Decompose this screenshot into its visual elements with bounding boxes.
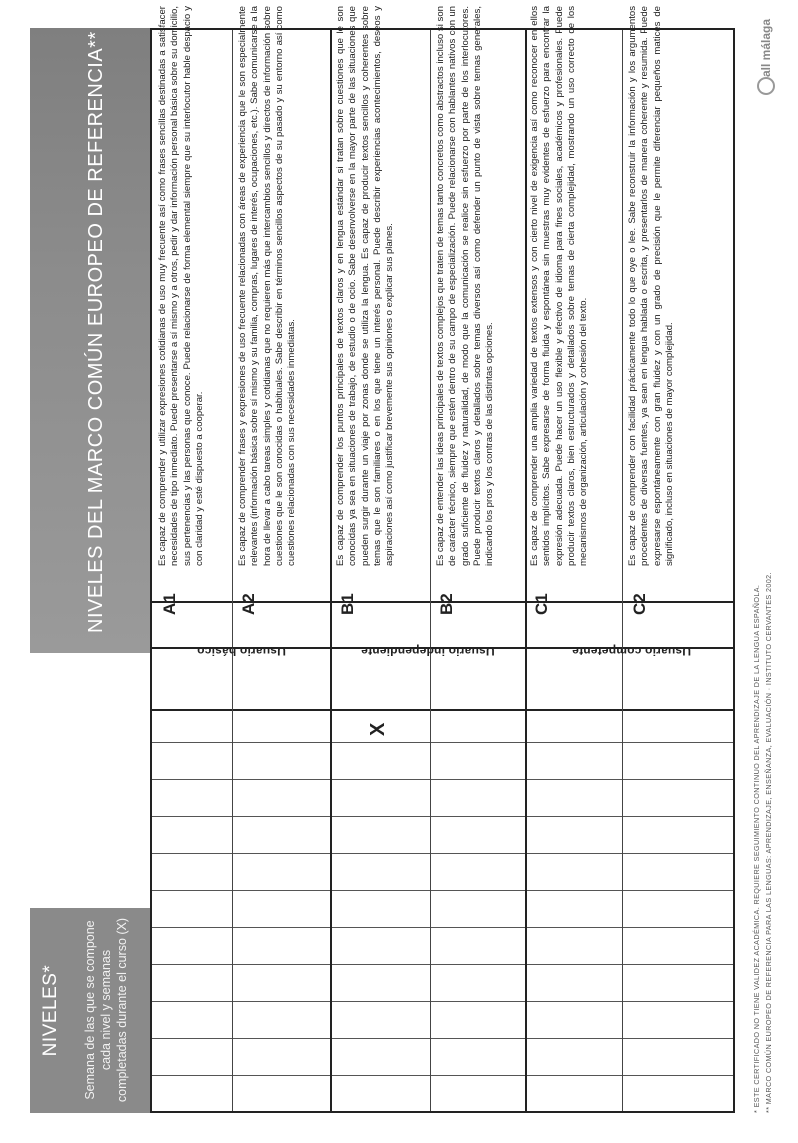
logo-text: all málaga xyxy=(759,18,773,77)
group-basic-label: Usuario básico xyxy=(196,644,286,658)
week-column xyxy=(152,964,733,965)
level-description-b1: Es capaz de comprender los puntos principales de textos claros y en lengua estándar si tratan sobre cuestiones que le son conocidas ya sea en situaciones de trabajo, de estudio o de ocio. Sabe desenvolverse en la mayor parte de las situaciones que pueden surgir durante un viaje por zonas donde se utiliza la lengua. Es capaz de producir textos sencillos y coherentes sobre temas que le son familiares o en los que tiene un interés personal. Puede describir experiencias acontecimientos, deseos y aspiraciones así como justificar brevemente sus opiniones o explicar sus planes. xyxy=(335,6,396,566)
levels-header xyxy=(30,908,150,1113)
all-malaga-logo xyxy=(745,18,785,103)
level-code-a1: A1 xyxy=(160,593,179,615)
week-column xyxy=(152,1001,733,1002)
footnote-certificate: * ESTE CERTIFICADO NO TIENE VALIDEZ ACADÉMICA. REQUIERE SEGUIMIENTO CONTINUO DEL APRENDIZAJE DE LA LENGUA ESPAÑOLA. xyxy=(752,584,761,1113)
group-independent-label: Usuario independiente xyxy=(360,644,495,658)
level-code-b1: B1 xyxy=(338,593,357,615)
grid-divider xyxy=(152,709,733,711)
row-separator xyxy=(232,30,233,1111)
week-column xyxy=(152,816,733,817)
level-description-a1: Es capaz de comprender y utilizar expresiones cotidianas de uso muy frecuente así como frases sencillas destinadas a satisfacer necesidades de tipo inmediato. Puede presentarse a sí mismo y a otros, pedir y dar información personal básica sobre su domicilio, sus pertenencias y las personas que conoce. Puede relacionarse de forma elemental siempre que su interlocutor hable despacio y con claridad y esté dispuesto a cooperar. xyxy=(157,6,205,566)
week-column xyxy=(152,779,733,780)
levels-title: NIVELES* xyxy=(40,964,61,1057)
group-separator xyxy=(525,30,527,1111)
week-column xyxy=(152,927,733,928)
level-description-a2: Es capaz de comprender frases y expresiones de uso frecuente relacionadas con áreas de experiencia que le son especialmente relevantes (información básica sobre sí mismo y su familia, compras, lugares de interés, ocupaciones, etc.). Sabe comunicarse a la hora de llevar a cabo tareas simples y cotidianas que no requieren más que intercambios sencillos y directos de información sobre cuestiones que le son conocidas o habituales. Sabe describir en términos sencillos aspectos de su pasado y su entorno así como cuestiones relacionadas con sus necesidades inmediatas. xyxy=(237,6,298,566)
week-column xyxy=(152,1038,733,1039)
row-separator xyxy=(430,30,431,1111)
level-description-c2: Es capaz de comprender con facilidad prácticamente todo lo que oye o lee. Sabe reconstruir la información y los argumentos procedentes de diversas fuentes, ya sean en lengua hablada o escrita, y presentarlos de manera coherente y resumida. Puede expresarse espontáneamente con gran fluidez y con un grado de precisión que le permite diferenciar pequeños matices de significado, incluso en situaciones de mayor complejidad. xyxy=(627,6,675,566)
week-column xyxy=(152,853,733,854)
group-competent xyxy=(525,621,737,681)
footnote-framework: ** MARCO COMÚN EUROPEO DE REFERENCIA PARA LAS LENGUAS: APRENDIZAJE, ENSEÑANZA, EVALUACIÓN · INSTITUTO CERVANTES 2002. xyxy=(764,572,773,1113)
level-description-c1: Es capaz de comprender una amplia variedad de textos extensos y con cierto nivel de exigencia así como reconocer en ellos sentidos implícitos. Sabe expresarse de forma fluida y espontánea sin muestras muy evidentes de esfuerzo para encontrar la expresión adecuada. Puede hacer un uso flexible y efectivo de idioma para fines sociales, académicos y profesionales. Puede producir textos claros, bien estructurados y detallados sobre temas de cierta complejidad, mostrando un uso correcto de los mecanismos de organización, articulación y cohesión del texto. xyxy=(529,6,590,566)
week-column xyxy=(152,1075,733,1076)
group-competent-label: Usuario competente xyxy=(571,644,691,658)
level-code-c1: C1 xyxy=(532,593,551,615)
group-basic xyxy=(152,621,330,681)
level-description-b2: Es capaz de entender las ideas principales de textos complejos que traten de temas tanto concretos como abstractos incluso si son de carácter técnico, siempre que estén dentro de su campo de especialización. Puede relacionarse con hablantes nativos con un grado suficiente de fluidez y naturalidad, de modo que la comunicación se realice sin esfuerzo por parte de los interlocutores. Puede producir textos claros y detallados sobre temas diversos así como defender un punto de vista sobre temas generales, indicando los pros y los contras de las distintas opciones. xyxy=(435,6,496,566)
level-code-a2: A2 xyxy=(239,593,258,615)
logo-mark-icon xyxy=(757,77,775,95)
week-column xyxy=(152,742,733,743)
framework-title: NIVELES DEL MARCO COMÚN EUROPEO DE REFERENCIA** xyxy=(85,31,107,633)
level-code-c2: C2 xyxy=(630,593,649,615)
completed-week-mark: X xyxy=(367,722,389,736)
framework-header xyxy=(30,28,150,653)
week-column xyxy=(152,890,733,891)
levels-table xyxy=(150,6,735,1113)
group-independent xyxy=(330,621,525,681)
level-code-b2: B2 xyxy=(437,593,456,615)
weeks-caption: Semana de las que se compone cada nivel y semanas completadas durante el curso (X) xyxy=(83,917,129,1103)
group-separator xyxy=(330,30,332,1111)
row-separator xyxy=(622,30,623,1111)
